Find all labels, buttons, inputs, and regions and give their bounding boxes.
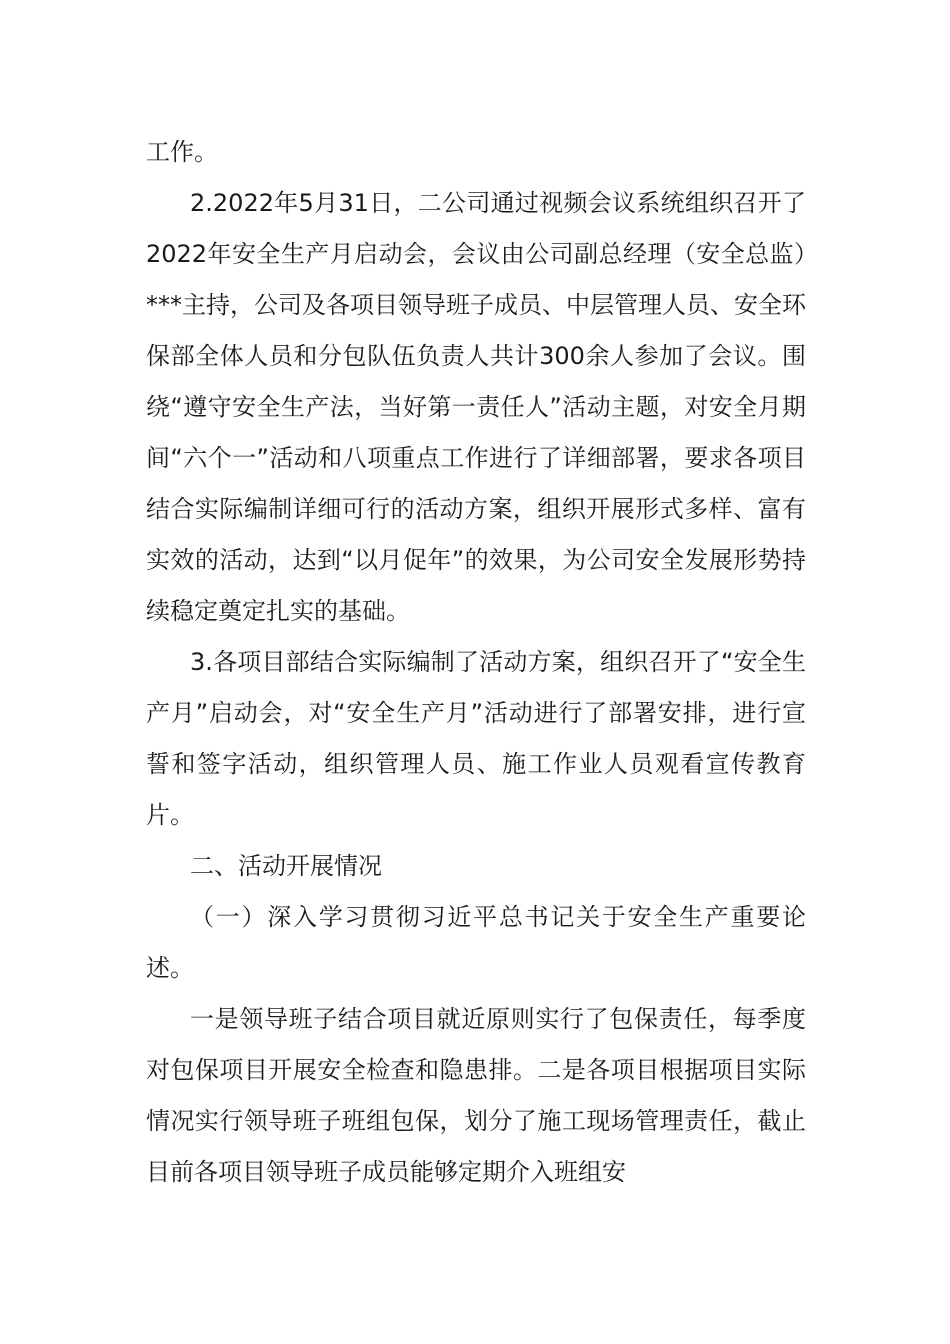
paragraph-continued: 工作。: [146, 138, 218, 166]
section-heading-activities: 二、活动开展情况: [190, 852, 382, 880]
paragraph-body-1: 一是领导班子结合项目就近原则实行了包保责任，每季度对包保项目开展安全检查和隐患排。二是各项目根据项目实际情况实行领导班子班组包保，划分了施工现场管理责任，截止目前各项目领导班子成员能够定期介入班组安: [146, 1005, 806, 1186]
paragraph-item-3: 3.各项目部结合实际编制了活动方案，组织召开了“安全生产月”启动会，对“安全生产月”活动进行了部署安排，进行宣誓和签字活动，组织管理人员、施工作业人员观看宣传教育片。: [146, 648, 806, 829]
subsection-heading-1: （一）深入学习贯彻习近平总书记关于安全生产重要论述。: [146, 903, 806, 982]
paragraph-item-2: 2.2022年5月31日，二公司通过视频会议系统组织召开了2022年安全生产月启动会，会议由公司副总经理（安全总监）***主持，公司及各项目领导班子成员、中层管理人员、安全环保部全体人员和分包队伍负责人共计300余人参加了会议。围绕“遵守安全生产法，当好第一责任人”活动主题，对安全月期间“六个一”活动和八项重点工作进行了详细部署，要求各项目结合实际编制详细可行的活动方案，组织开展形式多样、富有实效的活动，达到“以月促年”的效果，为公司安全发展形势持续稳定奠定扎实的基础。: [146, 189, 806, 625]
document-body: [146, 127, 806, 1198]
